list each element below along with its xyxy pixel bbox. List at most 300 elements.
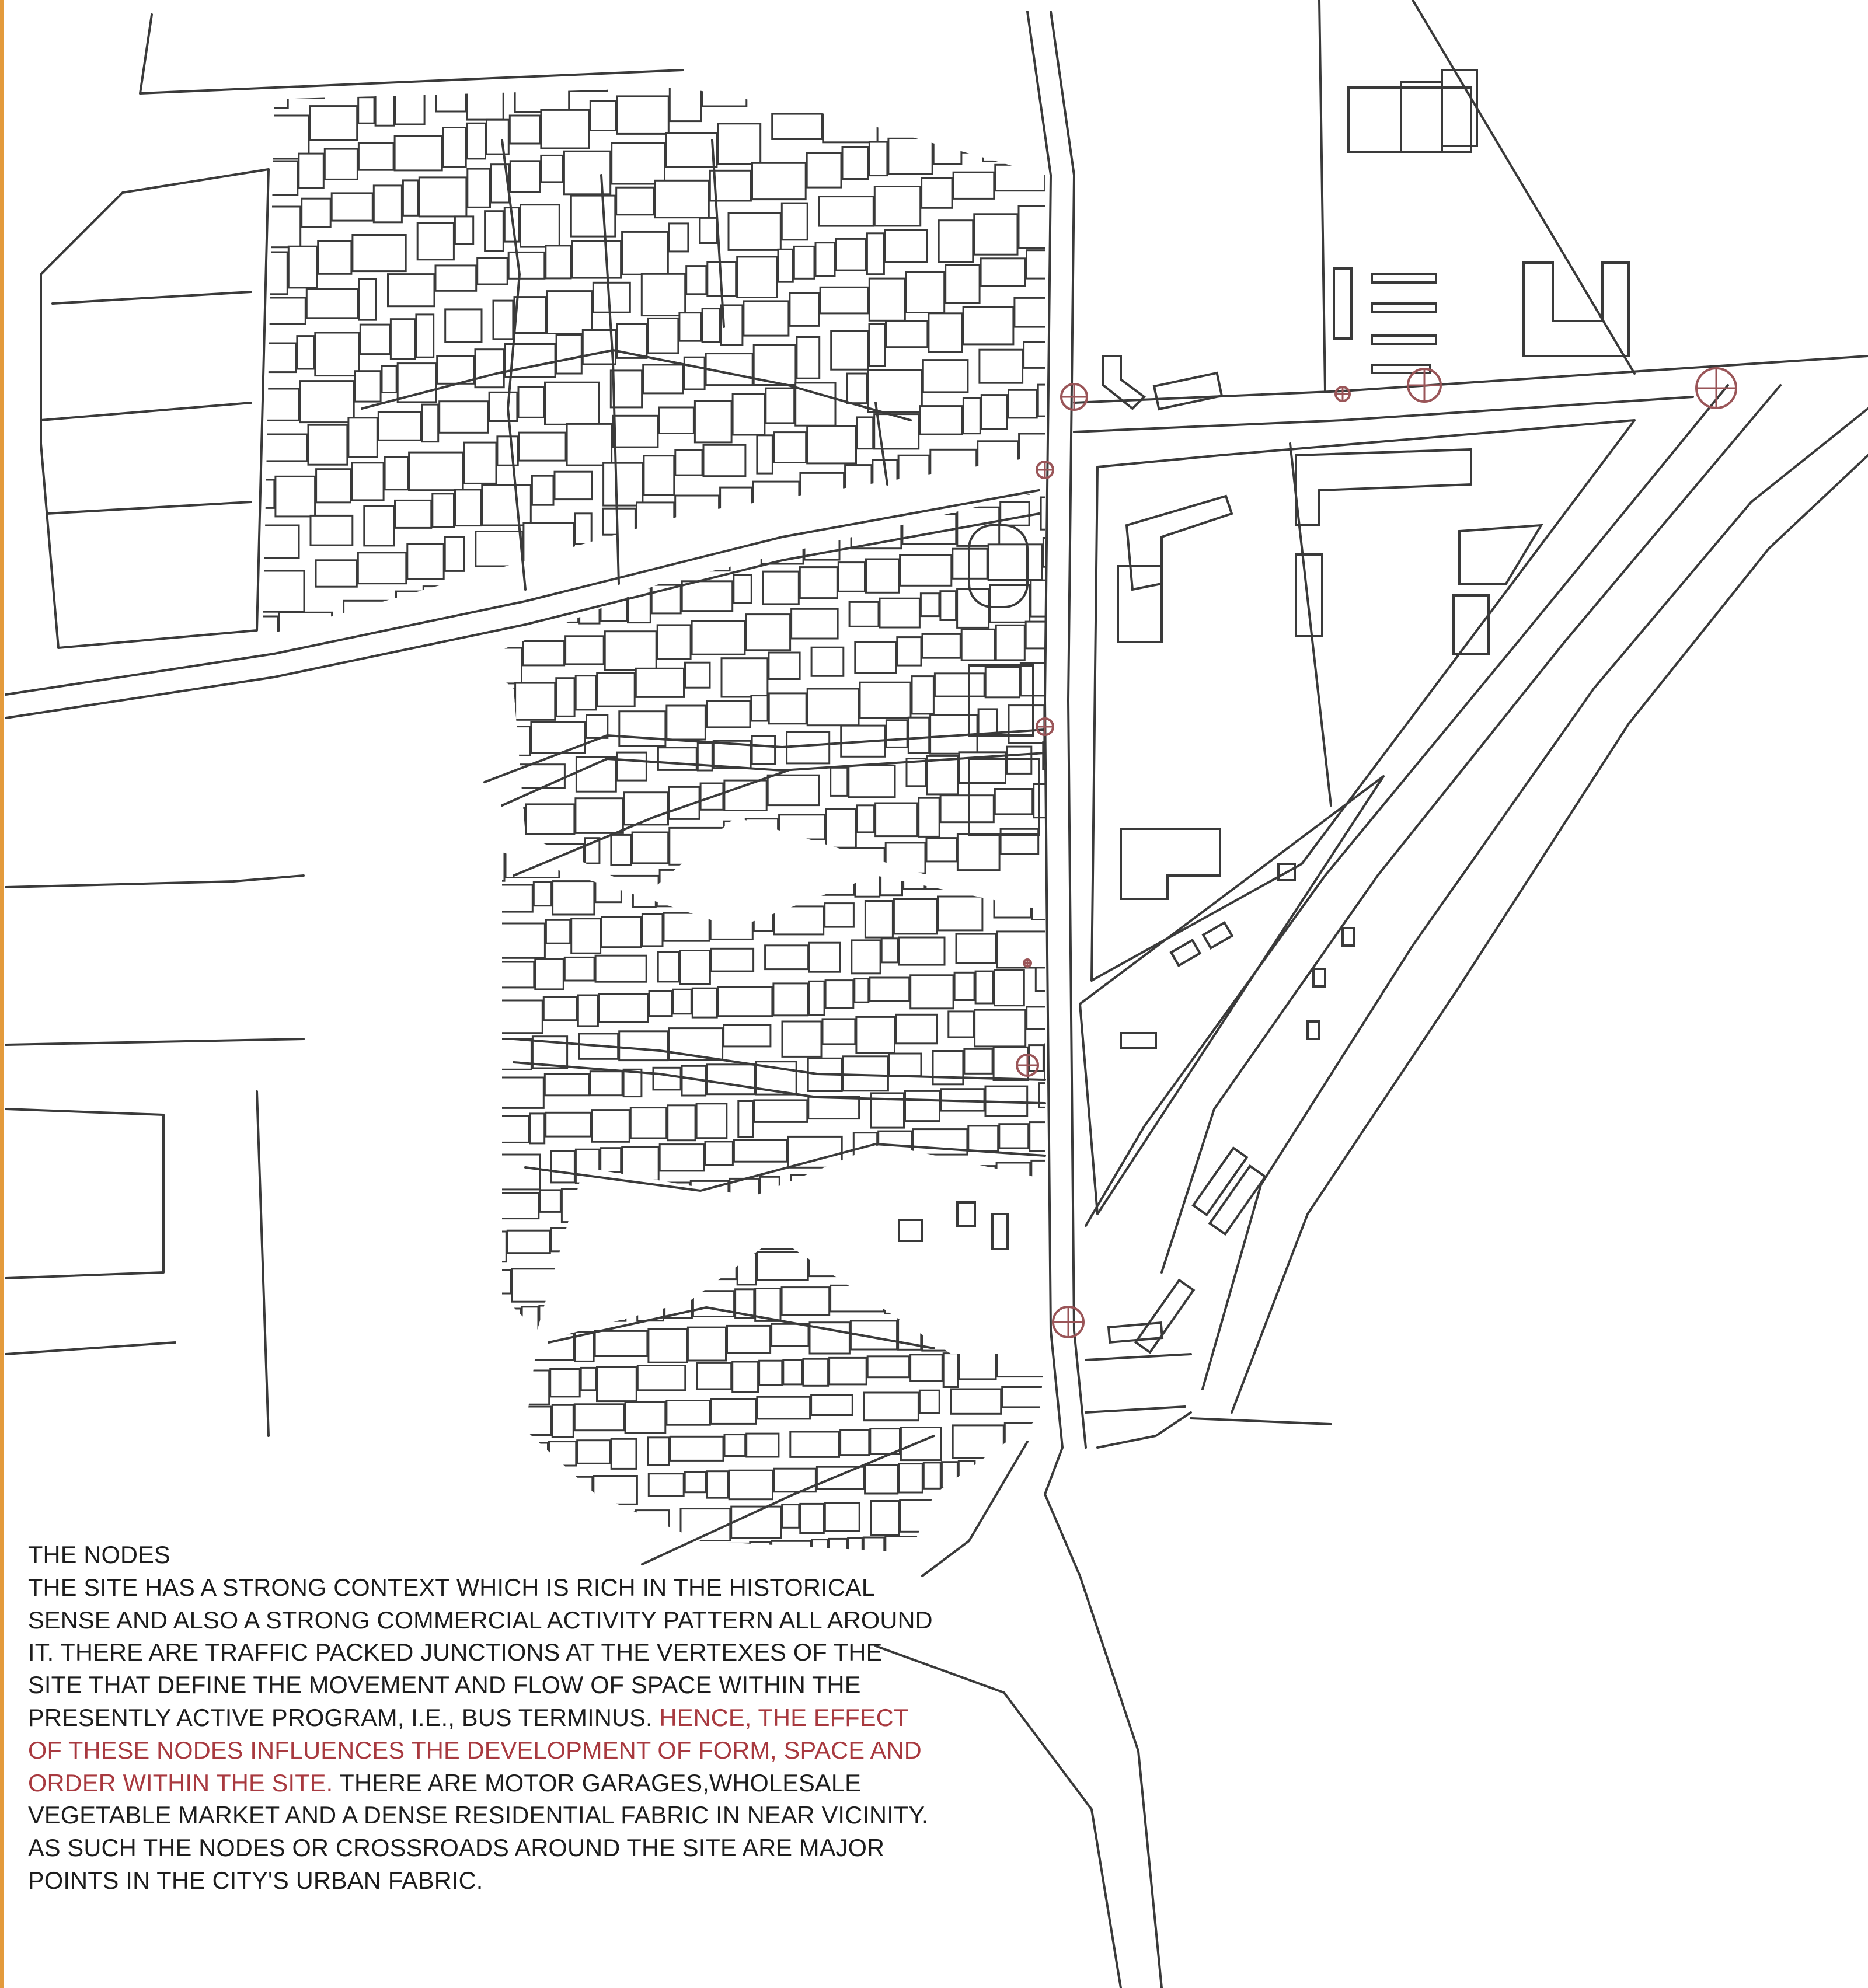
- building-plot: [919, 798, 940, 836]
- building-plot: [956, 934, 996, 963]
- building-plot: [1036, 968, 1088, 991]
- building-plot: [490, 1116, 529, 1142]
- building-plot: [571, 13, 607, 40]
- building-plot: [760, 1177, 779, 1206]
- building-plot: [358, 97, 374, 124]
- building-plot: [788, 1136, 842, 1167]
- building-plot: [358, 143, 393, 170]
- building-plot: [782, 1505, 799, 1528]
- building-plot: [302, 198, 331, 227]
- building-plot: [605, 632, 656, 670]
- building-plot: [571, 196, 615, 236]
- building-plot: [842, 147, 868, 179]
- building-plot: [705, 1142, 733, 1166]
- building-plot: [747, 1434, 779, 1457]
- building-plot: [613, 1222, 649, 1246]
- building-plot: [514, 1334, 533, 1366]
- building-plot: [611, 371, 642, 407]
- building-plot: [556, 16, 570, 48]
- building-plot: [866, 1247, 894, 1281]
- building-plot: [815, 243, 835, 277]
- building-plot: [1001, 502, 1029, 525]
- building-plot: [1014, 1206, 1063, 1233]
- building-plot: [375, 94, 394, 125]
- building-plot: [947, 468, 987, 496]
- building-plot: [930, 449, 977, 489]
- building-plot: [841, 56, 889, 99]
- building-plot: [874, 187, 920, 226]
- building-plot: [385, 457, 407, 490]
- building-plot: [468, 169, 490, 207]
- building-plot: [790, 293, 819, 326]
- building-plot: [562, 1189, 614, 1222]
- building-plot: [707, 701, 751, 727]
- building-plot: [923, 1463, 940, 1488]
- building-plot: [702, 309, 720, 343]
- building-plot: [595, 1331, 647, 1356]
- building-plot: [873, 1211, 908, 1231]
- building-plot: [546, 246, 571, 278]
- building-plot: [900, 1500, 936, 1532]
- building-plot: [836, 1211, 873, 1236]
- building-plot: [957, 834, 999, 870]
- building-plot: [939, 1243, 977, 1272]
- building-plot: [820, 287, 868, 313]
- building-plot: [753, 482, 799, 511]
- building-plot: [946, 265, 980, 303]
- junction-node-icon: [1408, 369, 1441, 402]
- building-plot: [1019, 434, 1063, 471]
- block-south: [514, 1206, 1090, 1582]
- building-plot: [699, 865, 752, 902]
- building-plot: [398, 364, 436, 402]
- building-plot: [978, 441, 1018, 469]
- building-plot: [619, 1031, 668, 1061]
- building-plot: [847, 374, 867, 403]
- building-plot: [702, 81, 747, 106]
- building-plot: [800, 567, 837, 598]
- building-plot: [576, 514, 592, 544]
- building-plot: [953, 1425, 1003, 1459]
- building-plot: [936, 85, 971, 110]
- building-plot: [997, 1351, 1048, 1377]
- building-plot: [843, 1056, 888, 1091]
- building-plot: [975, 1243, 989, 1268]
- building-plot: [581, 1368, 595, 1390]
- building-plot: [825, 904, 854, 927]
- building-plot: [467, 689, 514, 724]
- building-plot: [733, 1362, 758, 1392]
- building-plot: [994, 893, 1031, 918]
- building-plot: [975, 1010, 1026, 1047]
- building-plot: [608, 7, 661, 38]
- building-plot: [514, 1407, 551, 1435]
- building-plot: [257, 70, 271, 103]
- building-plot: [597, 673, 635, 706]
- building-plot: [680, 951, 710, 985]
- building-plot: [257, 525, 299, 558]
- building-plot: [938, 1498, 970, 1525]
- building-plot: [416, 315, 434, 357]
- building-plot: [807, 426, 856, 463]
- building-plot: [999, 1124, 1029, 1148]
- building-plot: [395, 500, 431, 528]
- building-plot: [576, 676, 596, 710]
- building-plot: [617, 752, 646, 780]
- building-plot: [860, 7, 910, 37]
- building-plot: [382, 367, 396, 393]
- building-plot: [867, 233, 884, 274]
- building-plot: [781, 1214, 835, 1240]
- building-plot: [707, 1065, 755, 1094]
- building-plot: [809, 981, 824, 1015]
- building-plot: [933, 1245, 974, 1277]
- building-plot: [551, 1228, 567, 1251]
- junction-node-icon: [1061, 384, 1087, 410]
- building-plot: [876, 803, 918, 836]
- building-plot: [874, 1209, 907, 1238]
- building-plot: [603, 508, 635, 535]
- building-plot: [702, 872, 748, 901]
- building-plot: [549, 1442, 576, 1466]
- building-plot: [659, 407, 694, 434]
- building-plot: [995, 789, 1032, 814]
- building-plot: [858, 417, 873, 449]
- building-plot: [953, 172, 994, 198]
- building-plot: [729, 213, 780, 250]
- building-plot: [826, 809, 856, 847]
- building-plot: [1027, 1007, 1050, 1029]
- building-plot: [959, 1462, 975, 1486]
- building-plot: [819, 197, 873, 226]
- building-plot: [869, 278, 905, 320]
- building-plot: [623, 1069, 642, 1096]
- building-plot: [543, 998, 577, 1020]
- building-plot: [619, 712, 665, 746]
- building-plot: [637, 503, 674, 534]
- building-plot: [849, 766, 895, 797]
- building-plot: [1005, 1423, 1042, 1457]
- building-plot: [538, 1478, 567, 1500]
- building-plot: [908, 717, 929, 753]
- building-plot: [515, 683, 555, 720]
- building-plot: [922, 178, 953, 208]
- building-plot: [545, 382, 600, 424]
- building-plot: [422, 404, 438, 442]
- building-plot: [311, 515, 353, 545]
- building-plot: [785, 20, 835, 54]
- building-plot: [766, 388, 794, 423]
- building-plot: [911, 975, 953, 1009]
- building-plot: [572, 241, 621, 278]
- building-plot: [566, 636, 604, 664]
- building-plot: [710, 910, 752, 939]
- building-plot: [494, 808, 525, 844]
- building-plot: [636, 668, 684, 697]
- building-plot: [870, 1429, 900, 1455]
- building-plot: [692, 621, 745, 654]
- building-plot: [810, 943, 840, 972]
- junction-node-icon: [1053, 1307, 1083, 1337]
- building-plot: [615, 1185, 665, 1217]
- building-plot: [364, 506, 394, 546]
- building-plot: [669, 224, 688, 252]
- building-plot: [490, 1000, 542, 1033]
- building-plot: [975, 971, 993, 1003]
- building-plot: [679, 313, 701, 341]
- building-plot: [1019, 206, 1060, 248]
- building-plot: [830, 1358, 867, 1384]
- building-plot: [811, 647, 844, 676]
- building-plot: [522, 1307, 538, 1343]
- building-plot: [552, 1151, 575, 1183]
- building-plot: [751, 831, 773, 859]
- building-plot: [769, 653, 800, 679]
- building-plot: [490, 1039, 531, 1069]
- building-plot: [1024, 342, 1047, 368]
- building-plot: [964, 1049, 992, 1073]
- building-plot: [736, 29, 757, 72]
- building-plot: [954, 972, 974, 1000]
- building-plot: [467, 123, 485, 159]
- building-plot: [512, 1269, 563, 1302]
- building-plot: [968, 1126, 998, 1151]
- building-plot: [637, 1366, 685, 1390]
- building-plot: [571, 919, 601, 954]
- building-plot: [865, 901, 893, 938]
- building-plot: [758, 26, 783, 66]
- building-plot: [757, 1252, 808, 1279]
- building-plot: [870, 978, 909, 1001]
- building-plot: [990, 585, 1030, 623]
- building-plot: [881, 862, 902, 895]
- building-plot: [358, 553, 406, 584]
- building-plot: [546, 920, 570, 943]
- building-plot: [657, 625, 691, 659]
- building-plot: [864, 1393, 918, 1421]
- building-plot: [787, 732, 830, 763]
- building-plot: [755, 1216, 804, 1249]
- building-plot: [316, 560, 357, 587]
- building-plot: [642, 274, 685, 315]
- building-plot: [602, 917, 642, 947]
- building-plot: [737, 1253, 755, 1285]
- building-plot: [795, 64, 829, 100]
- building-plot: [949, 1012, 974, 1037]
- junction-node-icon: [1037, 462, 1053, 478]
- building-plot: [963, 307, 1013, 344]
- building-plot: [524, 523, 574, 562]
- building-plot: [485, 211, 504, 251]
- building-plot: [300, 381, 354, 423]
- building-plot: [590, 1072, 622, 1096]
- building-plot: [637, 1293, 664, 1321]
- building-plot: [825, 981, 853, 1009]
- building-plot: [590, 101, 616, 130]
- building-plot: [632, 832, 668, 863]
- building-plot: [729, 1470, 772, 1499]
- building-plot: [711, 948, 753, 971]
- building-plot: [257, 616, 278, 648]
- building-plot: [660, 870, 687, 894]
- building-plot: [911, 0, 939, 39]
- building-plot: [935, 674, 984, 696]
- building-plot: [943, 1354, 958, 1387]
- building-plot: [724, 1025, 771, 1047]
- building-plot: [576, 1260, 591, 1292]
- building-plot: [685, 1255, 737, 1279]
- building-plot: [750, 869, 799, 896]
- building-plot: [888, 138, 932, 174]
- building-plot: [808, 1097, 859, 1118]
- building-plot: [885, 1284, 928, 1314]
- building-plot: [939, 221, 973, 263]
- building-plot: [288, 246, 316, 288]
- building-plot: [836, 12, 859, 39]
- building-plot: [649, 1329, 687, 1362]
- building-plot: [900, 555, 952, 585]
- building-plot: [555, 472, 592, 499]
- building-plot: [803, 1359, 828, 1386]
- building-plot: [605, 1263, 660, 1297]
- building-plot: [670, 1436, 723, 1460]
- building-plot: [526, 804, 574, 834]
- building-plot: [1009, 706, 1044, 743]
- building-plot: [903, 1169, 930, 1198]
- caption-highlight: HENCE, THE EFFECT OF THESE NODES INFLUENCES THE DEVELOPMENT OF FORM, SPACE AND ORDER WITHIN THE SITE.: [28, 1703, 922, 1797]
- building-plot: [992, 1532, 1014, 1562]
- building-plot: [890, 47, 914, 75]
- building-plot: [435, 266, 476, 291]
- building-plot: [315, 333, 360, 376]
- building-plot: [686, 266, 706, 294]
- building-plot: [531, 722, 586, 753]
- building-plot: [514, 297, 546, 333]
- building-plot: [587, 716, 608, 738]
- building-plot: [1009, 1278, 1036, 1305]
- building-plot: [574, 1404, 624, 1431]
- building-plot: [933, 1051, 963, 1084]
- building-plot: [599, 994, 648, 1022]
- building-plot: [985, 667, 1019, 697]
- building-plot: [576, 1149, 599, 1183]
- building-plot: [507, 1230, 550, 1253]
- building-plot: [577, 1441, 610, 1464]
- building-plot: [773, 983, 808, 1016]
- building-plot: [667, 1220, 684, 1248]
- building-plot: [455, 490, 481, 526]
- building-plot: [616, 187, 654, 215]
- building-plot: [1039, 1083, 1085, 1108]
- building-plot: [631, 1257, 684, 1288]
- building-plot: [552, 1405, 573, 1437]
- building-plot: [897, 637, 921, 666]
- building-plot: [649, 991, 672, 1016]
- building-plot: [388, 274, 435, 306]
- building-plot: [724, 1218, 754, 1241]
- building-plot: [984, 30, 1023, 74]
- building-plot: [1047, 337, 1071, 365]
- building-plot: [1009, 1239, 1050, 1271]
- building-plot: [490, 1155, 540, 1190]
- junction-node-icon: [1037, 719, 1053, 735]
- building-plot: [906, 272, 944, 313]
- building-plot: [490, 1077, 543, 1108]
- building-plot: [901, 1428, 941, 1460]
- building-plot: [352, 463, 384, 500]
- building-plot: [556, 335, 581, 374]
- building-plot: [751, 696, 768, 721]
- building-plot: [1020, 663, 1051, 696]
- building-plot: [648, 1438, 669, 1466]
- building-plot: [807, 689, 859, 726]
- building-plot: [445, 537, 464, 571]
- building-plot: [703, 445, 745, 476]
- building-plot: [782, 203, 807, 240]
- building-plot: [783, 1360, 802, 1384]
- building-plot: [874, 1170, 902, 1194]
- caption-body: [28, 1571, 939, 1897]
- building-plot: [455, 217, 473, 244]
- building-plot: [355, 371, 381, 402]
- building-plot: [980, 350, 1023, 383]
- building-plot: [886, 843, 925, 873]
- building-plot: [996, 625, 1024, 660]
- building-plot: [467, 78, 504, 120]
- building-plot: [564, 957, 594, 981]
- building-plot: [1001, 1243, 1033, 1276]
- building-plot: [673, 989, 691, 1014]
- building-plot: [707, 1471, 728, 1498]
- building-plot: [1002, 1387, 1054, 1407]
- junction-node-icon: [1017, 1055, 1038, 1076]
- building-plot: [257, 252, 287, 294]
- building-plot: [791, 1175, 807, 1206]
- building-plot: [653, 1068, 681, 1090]
- building-plot: [1024, 1495, 1073, 1518]
- building-plot: [564, 151, 610, 194]
- building-plot: [738, 1101, 753, 1138]
- building-plot: [981, 259, 1025, 286]
- building-plot: [545, 1074, 589, 1095]
- building-plot: [534, 883, 551, 906]
- building-plot: [587, 1295, 601, 1322]
- building-plot: [1050, 823, 1096, 861]
- building-plot: [467, 811, 493, 849]
- building-plot: [693, 1291, 734, 1317]
- building-plot: [809, 1250, 851, 1276]
- building-plot: [407, 544, 444, 580]
- building-plot: [929, 1282, 977, 1302]
- building-plot: [514, 1443, 548, 1468]
- building-plot: [660, 1260, 713, 1292]
- building-plot: [995, 165, 1045, 190]
- building-plot: [911, 1355, 943, 1381]
- building-plot: [658, 748, 696, 770]
- building-plot: [724, 1435, 745, 1456]
- building-plot: [927, 756, 958, 794]
- building-plot: [940, 591, 956, 620]
- building-plot: [567, 1223, 602, 1257]
- building-plot: [794, 246, 814, 278]
- building-plot: [608, 53, 649, 87]
- building-plot: [940, 796, 994, 822]
- building-plot: [961, 629, 995, 660]
- building-plot: [942, 1462, 957, 1488]
- building-plot: [1047, 1198, 1091, 1225]
- building-plot: [622, 232, 668, 274]
- building-plot: [604, 463, 643, 505]
